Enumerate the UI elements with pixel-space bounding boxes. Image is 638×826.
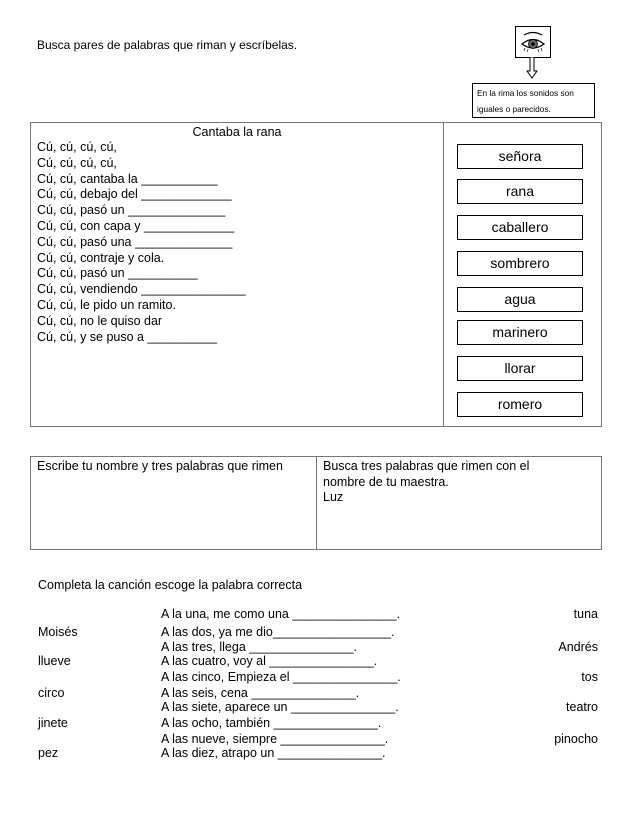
poem-line: Cú, cú, cantaba la ___________ [37, 171, 218, 186]
poem-line: Cú, cú, pasó un __________ [37, 266, 198, 281]
song-line: A la una, me como una _______________. [161, 607, 401, 621]
song-option-right: Andrés [558, 640, 598, 654]
song-row [38, 686, 598, 701]
song-line: A las diez, atrapo un _______________. [161, 746, 386, 760]
rhyme-note-line1: En la rima los sonidos son [477, 88, 574, 98]
song-line: A las cuatro, voy al _______________. [161, 654, 378, 668]
teacher-task-line2: nombre de tu maestra. [323, 474, 449, 489]
teacher-task-line1: Busca tres palabras que rimen con el [323, 459, 530, 473]
rhyme-note-line2: iguales o parecidos. [477, 104, 551, 114]
poem-line: Cú, cú, y se puso a __________ [37, 329, 217, 344]
song-row [38, 746, 598, 761]
teacher-name: Luz [323, 490, 344, 504]
song-line: A las dos, ya me dio_________________. [161, 625, 395, 639]
poem-line: Cú, cú, no le quiso dar [37, 313, 163, 328]
poem-lines [37, 140, 246, 345]
word-bank-item: agua [457, 287, 583, 312]
song-option-left: Moisés [38, 625, 78, 639]
song-row [38, 607, 598, 622]
song-row [38, 700, 598, 715]
poem-line: Cú, cú, contraje y cola. [37, 250, 165, 265]
poem-box [30, 122, 602, 427]
word-bank-item: llorar [457, 356, 583, 381]
word-bank-item: rana [457, 179, 583, 204]
song-option-left: circo [38, 686, 65, 700]
song-option-right: tos [581, 670, 598, 684]
song-row [38, 654, 598, 669]
poem-line: Cú, cú, le pido un ramito. [37, 297, 176, 312]
song-option-left: pez [38, 746, 59, 760]
song-row [38, 640, 598, 655]
song-row [38, 670, 598, 685]
name-rhyme-task: Escribe tu nombre y tres palabras que rimen [37, 459, 283, 473]
song-row [38, 716, 598, 731]
teacher-rhyme-task [323, 459, 593, 506]
poem-divider [443, 123, 444, 426]
song-title: Completa la canción escoge la palabra correcta [38, 578, 303, 592]
word-bank-item: marinero [457, 320, 583, 345]
word-bank-item: sombrero [457, 251, 583, 276]
song-line: A las tres, llega _______________. [161, 640, 357, 654]
word-bank-item: señora [457, 144, 583, 169]
song-line: A las cinco, Empieza el _______________. [161, 670, 401, 684]
instruction-title: Busca pares de palabras que riman y escríbelas. [37, 38, 298, 52]
poem-line: Cú, cú, vendiendo _______________ [37, 282, 246, 297]
song-line: A las ocho, también _______________. [161, 716, 382, 730]
poem-line: Cú, cú, debajo del _____________ [37, 187, 232, 202]
eye-icon [515, 26, 551, 58]
poem-line: Cú, cú, cú, cú, [37, 140, 117, 154]
poem-line: Cú, cú, cú, cú, [37, 155, 117, 170]
poem-title: Cantaba la rana [192, 125, 282, 139]
song-line: A las nueve, siempre _______________. [161, 732, 389, 746]
song-option-right: tuna [573, 607, 598, 621]
song-row [38, 732, 598, 747]
rhyme-note [472, 83, 595, 118]
poem-line: Cú, cú, con capa y _____________ [37, 218, 235, 233]
song-option-left: llueve [38, 654, 71, 668]
song-line: A las siete, aparece un _______________. [161, 700, 399, 714]
word-bank-item: romero [457, 392, 583, 417]
song-option-left: jinete [38, 716, 68, 730]
song-line: A las seis, cena _______________. [161, 686, 360, 700]
down-arrow-icon [526, 57, 538, 79]
rhyme-tasks-box [30, 456, 602, 550]
song-option-right: pinocho [554, 732, 598, 746]
tasks-divider [316, 457, 317, 549]
poem-line: Cú, cú, pasó un ______________ [37, 203, 226, 218]
song-row [38, 625, 598, 640]
poem-line: Cú, cú, pasó una ______________ [37, 234, 233, 249]
word-bank-item: caballero [457, 215, 583, 240]
song-option-right: teatro [566, 700, 598, 714]
